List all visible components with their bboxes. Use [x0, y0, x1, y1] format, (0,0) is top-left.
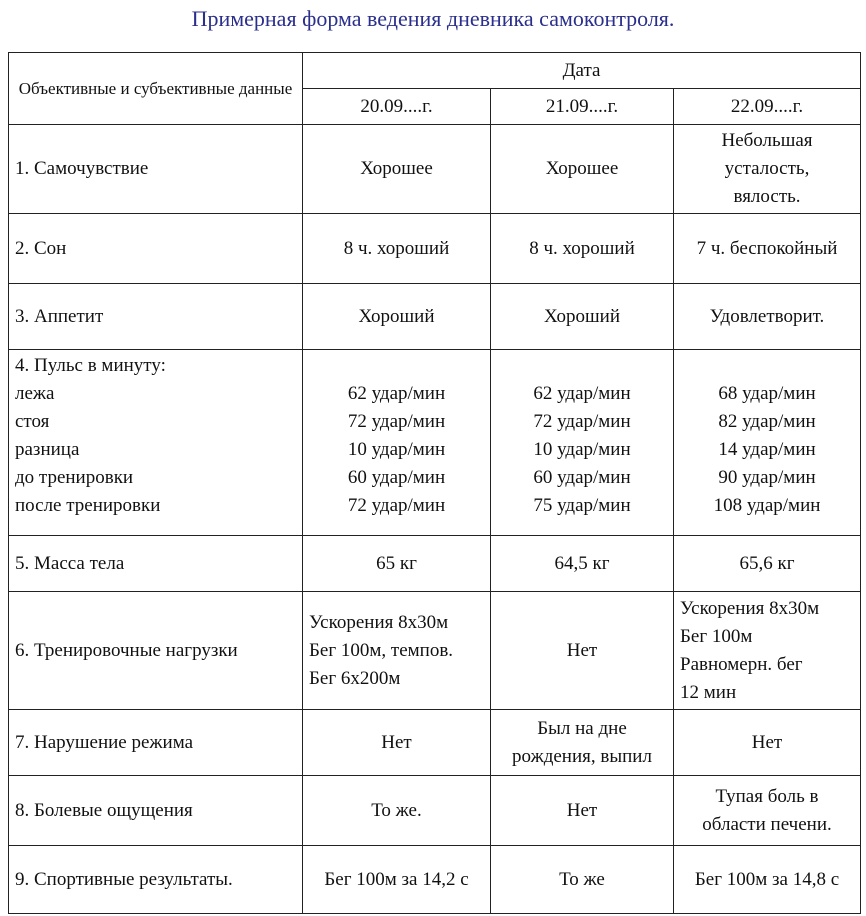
header-date-2: 21.09....г.: [491, 89, 674, 125]
value-line: 72 удар/мин: [347, 411, 446, 432]
row-label-line: разница: [15, 439, 80, 460]
header-date-1: 20.09....г.: [303, 89, 491, 125]
row-value-date-3: [674, 125, 861, 214]
row-value-date-2: [491, 125, 674, 214]
value-line: Бег 100м, темпов.: [309, 639, 454, 661]
value-line: 68 удар/мин: [718, 383, 816, 404]
value-line: 72 удар/мин: [347, 495, 446, 516]
row-label-line: 3. Аппетит: [15, 305, 104, 327]
row-label: [9, 284, 303, 350]
value-line: 10 удар/мин: [533, 439, 631, 460]
value-line: Бег 100м за 14,8 с: [694, 868, 840, 890]
row-value-date-2: [491, 776, 674, 846]
row-label-line: 6. Тренировочные нагрузки: [15, 639, 238, 661]
row-value-date-2: [491, 536, 674, 592]
row-value-date-3: [674, 350, 861, 536]
table-row: [9, 214, 861, 284]
row-value-date-3: [674, 592, 861, 710]
table-row: [9, 776, 861, 846]
page-title: Примерная форма ведения дневника самоконтроля.: [191, 6, 675, 31]
value-line: Нет: [751, 731, 783, 753]
value-line: [309, 352, 484, 380]
row-value-date-1: [303, 125, 491, 214]
row-value-date-3: [674, 284, 861, 350]
row-label-line: 2. Сон: [15, 237, 67, 259]
self-control-diary-table: [8, 52, 861, 914]
value-line: области печени.: [702, 813, 832, 835]
row-value-date-2: [491, 350, 674, 536]
value-line: Бег 100м за 14,2 с: [324, 868, 469, 890]
value-line: 7 ч. беспокойный: [696, 237, 838, 259]
row-value-date-1: [303, 284, 491, 350]
value-line: 14 удар/мин: [718, 439, 816, 460]
row-label: [9, 536, 303, 592]
row-value-date-1: [303, 592, 491, 710]
table-row: [9, 592, 861, 710]
row-value-date-2: [491, 284, 674, 350]
value-line: Удовлетворит.: [709, 305, 825, 327]
value-line: Тупая боль в: [715, 785, 819, 807]
value-line: 75 удар/мин: [533, 495, 631, 516]
row-value-date-1: [303, 710, 491, 776]
value-line: Бег 6х200м: [309, 667, 401, 689]
value-line: Был на дне: [537, 717, 627, 739]
table-row: [9, 846, 861, 914]
row-value-date-3: [674, 536, 861, 592]
value-line: Хороший: [358, 305, 435, 327]
row-label-line: стоя: [15, 411, 50, 432]
value-line: [497, 352, 667, 380]
row-value-date-3: [674, 214, 861, 284]
row-label-line: лежа: [15, 383, 55, 404]
row-value-date-3: [674, 846, 861, 914]
value-line: [680, 352, 854, 380]
table-row: [9, 536, 861, 592]
value-line: 12 мин: [680, 681, 737, 703]
value-line: То же.: [371, 799, 422, 821]
row-value-date-1: [303, 776, 491, 846]
row-label-line: после тренировки: [15, 495, 161, 516]
value-line: Нет: [566, 639, 598, 661]
value-line: 8 ч. хороший: [343, 237, 450, 259]
value-line: Хорошее: [545, 158, 619, 179]
table-row: [9, 350, 861, 536]
row-label-line: 9. Спортивные результаты.: [15, 868, 233, 890]
row-label-line: 5. Масса тела: [15, 552, 125, 574]
value-line: 82 удар/мин: [718, 411, 816, 432]
header-date: Дата: [303, 53, 861, 89]
table-row: [9, 284, 861, 350]
row-label: [9, 592, 303, 710]
value-line: 60 удар/мин: [347, 467, 446, 488]
value-line: Хороший: [544, 305, 620, 327]
row-label: [9, 710, 303, 776]
value-line: 65 кг: [376, 552, 417, 574]
row-value-date-2: [491, 214, 674, 284]
value-line: Хорошее: [360, 158, 433, 179]
row-label: [9, 125, 303, 214]
value-line: Небольшая: [721, 130, 813, 151]
row-label: [9, 846, 303, 914]
value-line: вялость.: [733, 186, 801, 207]
row-label-line: 4. Пульс в минуту:: [15, 355, 166, 376]
row-value-date-2: [491, 846, 674, 914]
header-parameters: Объективные и субъективные данные: [9, 53, 303, 125]
row-label: [9, 776, 303, 846]
value-line: 65,6 кг: [739, 552, 795, 574]
table-row: [9, 125, 861, 214]
value-line: 60 удар/мин: [533, 467, 631, 488]
row-value-date-3: [674, 776, 861, 846]
value-line: Бег 100м: [680, 625, 753, 647]
row-value-date-1: [303, 536, 491, 592]
row-label: [9, 214, 303, 284]
row-label-line: 1. Самочувствие: [15, 158, 149, 179]
value-line: 72 удар/мин: [533, 411, 631, 432]
value-line: рождения, выпил: [512, 745, 652, 767]
row-value-date-1: [303, 214, 491, 284]
row-value-date-1: [303, 350, 491, 536]
value-line: 62 удар/мин: [533, 383, 631, 404]
value-line: То же: [559, 868, 605, 890]
row-value-date-1: [303, 846, 491, 914]
row-label-line: 7. Нарушение режима: [15, 731, 194, 753]
row-value-date-3: [674, 710, 861, 776]
value-line: Ускорения 8х30м: [309, 611, 449, 633]
row-value-date-2: [491, 592, 674, 710]
row-label: [9, 350, 303, 536]
value-line: 90 удар/мин: [718, 467, 816, 488]
value-line: 10 удар/мин: [347, 439, 446, 460]
value-line: 64,5 кг: [554, 552, 610, 574]
value-line: Равномерн. бег: [680, 653, 803, 675]
value-line: Нет: [381, 731, 412, 753]
value-line: усталость,: [724, 158, 810, 179]
value-line: Нет: [566, 799, 598, 821]
table-row: [9, 710, 861, 776]
value-line: 108 удар/мин: [713, 495, 821, 516]
value-line: Ускорения 8х30м: [680, 597, 820, 619]
header-date-3: 22.09....г.: [674, 89, 861, 125]
value-line: 62 удар/мин: [347, 383, 446, 404]
value-line: 8 ч. хороший: [529, 237, 635, 259]
row-value-date-2: [491, 710, 674, 776]
row-label-line: до тренировки: [15, 467, 134, 488]
row-label-line: 8. Болевые ощущения: [15, 799, 193, 821]
